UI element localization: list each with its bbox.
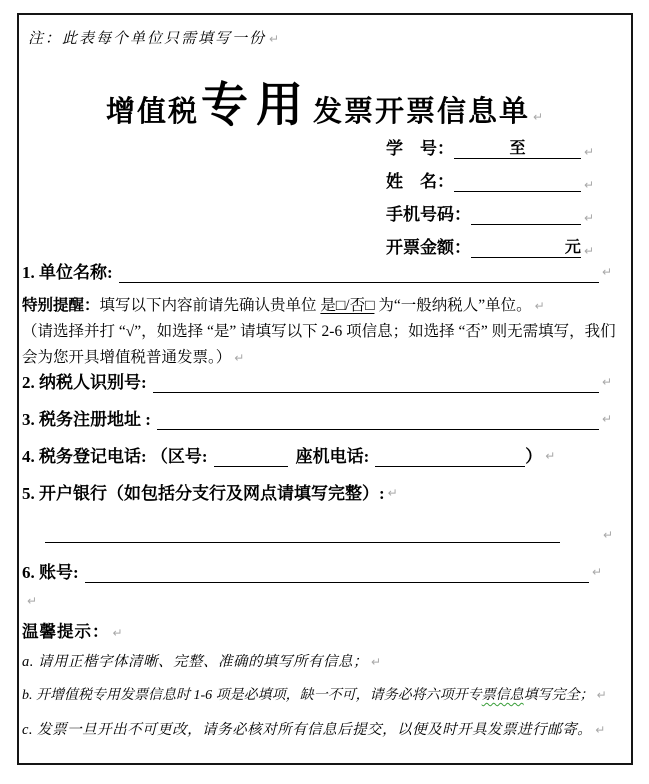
company-name-label: 1. 单位名称: xyxy=(22,263,113,282)
paragraph-mark-icon: ↵ xyxy=(583,178,594,192)
account-label: 6. 账号: xyxy=(22,563,79,582)
tips-header-row xyxy=(22,618,124,642)
reminder-text2: 为“一般纳税人”单位。 xyxy=(374,297,532,314)
student-id-row xyxy=(386,139,594,159)
paragraph-mark-icon: ↵ xyxy=(371,655,382,669)
tax-address-label: 3. 税务注册地址 : xyxy=(22,410,151,429)
special-reminder xyxy=(22,293,618,371)
amount-blank[interactable] xyxy=(471,237,581,258)
tips-header: 温馨提示： xyxy=(22,622,110,641)
paragraph-mark-icon: ↵ xyxy=(534,299,545,313)
tax-phone-label: 4. 税务登记电话: （区号: xyxy=(22,447,208,466)
paragraph-mark-icon: ↵ xyxy=(583,145,594,159)
form-title xyxy=(0,68,649,135)
tip-a-text: a. 请用正楷字体清晰、完整、准确的填写所有信息； xyxy=(22,654,368,670)
paragraph-mark-icon: ↵ xyxy=(601,412,612,426)
account-blank[interactable] xyxy=(85,562,589,583)
reminder-line1 xyxy=(22,293,618,319)
bank-label: 5. 开户银行（如包括分支行及网点请填写完整）: xyxy=(22,484,385,503)
name-label: 姓 名： xyxy=(386,172,454,191)
taxpayer-id-label: 2. 纳税人识别号: xyxy=(22,373,147,392)
landline-blank[interactable] xyxy=(375,446,525,467)
paragraph-mark-icon: ↵ xyxy=(27,594,38,608)
tip-b-text-post: 填写完全； xyxy=(523,688,594,703)
paragraph-mark-icon: ↵ xyxy=(583,211,594,225)
name-row xyxy=(386,172,594,192)
tip-b-spellcheck-text: 票信息 xyxy=(481,688,524,703)
amount-unit-text: 元 xyxy=(564,239,581,256)
company-name-row xyxy=(22,262,612,283)
student-id-mid-text: 至 xyxy=(509,140,526,157)
tax-address-row xyxy=(22,409,612,430)
title-suffix: 发票开票信息单 xyxy=(312,96,530,128)
paragraph-mark-icon: ↵ xyxy=(603,528,614,542)
tip-c-text: c. 发票一旦开出不可更改，请务必核对所有信息后提交，以便及时开具发票进行邮寄。 xyxy=(22,722,593,738)
company-name-blank[interactable] xyxy=(119,262,599,283)
bank-row xyxy=(22,483,398,504)
paragraph-mark-icon: ↵ xyxy=(234,351,245,365)
tip-a-row xyxy=(22,650,382,671)
account-row xyxy=(22,562,602,583)
paragraph-mark-icon: ↵ xyxy=(112,626,124,640)
reminder-text1: 填写以下内容前请先确认贵单位 xyxy=(99,297,321,314)
taxpayer-id-row xyxy=(22,372,612,393)
taxpayer-id-blank[interactable] xyxy=(153,372,599,393)
paragraph-mark-icon: ↵ xyxy=(591,565,602,579)
paragraph-mark-icon: ↵ xyxy=(583,244,594,258)
phone-row xyxy=(386,205,594,225)
title-prefix: 增值税 xyxy=(105,96,199,128)
tax-address-blank[interactable] xyxy=(157,409,599,430)
name-blank[interactable] xyxy=(454,171,581,192)
paragraph-mark-icon: ↵ xyxy=(596,688,607,702)
reminder-bold-label: 特别提醒： xyxy=(22,297,100,314)
title-emphasis: 专用 xyxy=(200,80,311,132)
reminder-paren-text xyxy=(22,319,618,371)
paragraph-mark-icon: ↵ xyxy=(601,265,612,279)
paragraph-mark-icon: ↵ xyxy=(545,449,556,463)
phone-blank[interactable] xyxy=(471,204,581,225)
amount-label: 开票金额： xyxy=(386,238,471,257)
reminder-paren: （请选择并打 “√”，如选择 “是” 请填写以下 2-6 项信息；如选择 “否” 则无需填写，我们会为您开具增值税普通发票。） xyxy=(22,323,616,366)
tax-phone-close-paren: ） xyxy=(525,447,543,466)
phone-label: 手机号码： xyxy=(386,205,471,224)
paragraph-mark-icon: ↵ xyxy=(595,723,606,737)
tip-b-text-pre: b. 开增值税专用发票信息时 1-6 项是必填项，缺一不可，请务必将六项开专 xyxy=(22,688,482,703)
header-fields xyxy=(386,139,594,271)
paragraph-mark-icon: ↵ xyxy=(387,486,398,500)
tip-c-row xyxy=(22,718,606,739)
paragraph-mark-icon: ↵ xyxy=(532,110,544,124)
student-id-blank[interactable] xyxy=(454,138,581,159)
top-note-text: 注：此表每个单位只需填写一份 xyxy=(28,31,267,47)
yes-no-checkboxes[interactable]: 是□/否□ xyxy=(320,297,375,314)
paragraph-mark-icon: ↵ xyxy=(269,32,282,46)
tip-b-row xyxy=(22,684,607,704)
paragraph-mark-icon: ↵ xyxy=(601,375,612,389)
student-id-label: 学 号： xyxy=(386,139,454,158)
area-code-blank[interactable] xyxy=(214,446,288,467)
amount-row xyxy=(386,238,594,258)
bank-blank[interactable] xyxy=(45,526,560,543)
top-note-line xyxy=(28,27,281,48)
tax-phone-row xyxy=(22,446,555,467)
landline-label: 座机电话: xyxy=(295,447,370,466)
